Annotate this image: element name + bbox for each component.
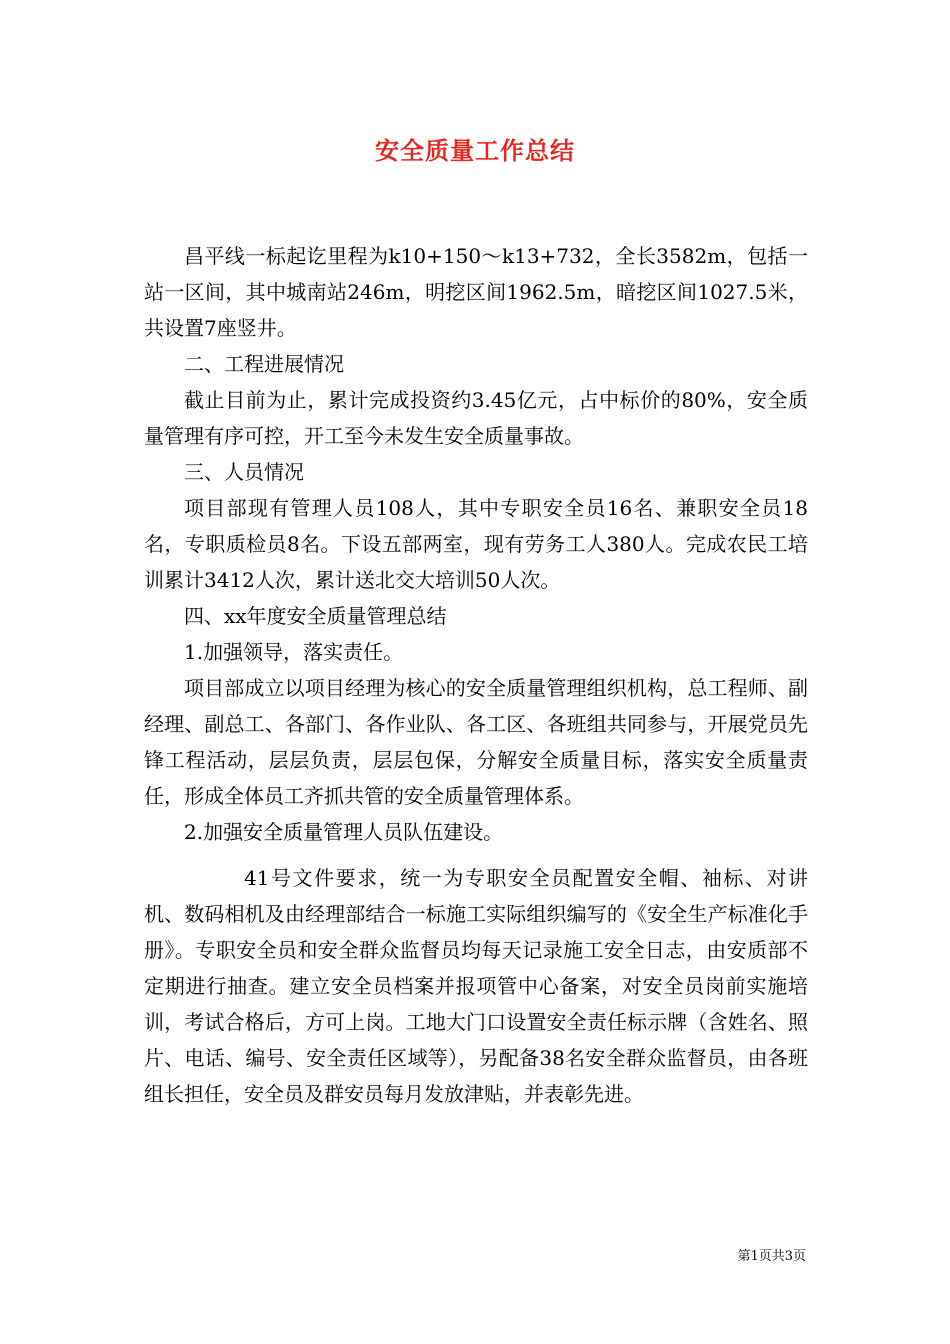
document-body bbox=[144, 238, 808, 1112]
heading-personnel: 三、人员情况 bbox=[184, 460, 304, 484]
subheading-team-building: 2.加强安全质量管理人员队伍建设。 bbox=[184, 820, 504, 844]
document-title: 安全质量工作总结 bbox=[375, 136, 575, 165]
paragraph-team-building: 41号文件要求，统一为专职安全员配置安全帽、袖标、对讲机、数码相机及由经理部结合一标施工实际组织编写的《安全生产标准化手册》。专职安全员和安全群众监督员均每天记录施工安全日志，由安质部不定期进行抽查。建立安全员档案并报项管中心备案，对安全员岗前实施培训，考试合格后，方可上岗。工地大门口设置安全责任标示牌（含姓名、照片、电话、编号、安全责任区域等），另配备38名安全群众监督员，由各班组长担任，安全员及群安员每月发放津贴，并表彰先进。 bbox=[144, 866, 808, 1106]
page-number: 第1页共3页 bbox=[737, 1249, 806, 1264]
heading-progress: 二、工程进展情况 bbox=[184, 352, 344, 376]
paragraph-progress: 截止目前为止，累计完成投资约3.45亿元，占中标价的80%，安全质量管理有序可控，开工至今未发生安全质量事故。 bbox=[144, 388, 808, 448]
subheading-leadership: 1.加强领导，落实责任。 bbox=[184, 640, 404, 664]
heading-annual-summary: 四、xx年度安全质量管理总结 bbox=[184, 604, 447, 628]
paragraph-project-overview: 昌平线一标起讫里程为k10+150～k13+732，全长3582m，包括一站一区间，其中城南站246m，明挖区间1962.5m，暗挖区间1027.5米，共设置7座竖井。 bbox=[144, 244, 808, 340]
paragraph-leadership: 项目部成立以项目经理为核心的安全质量管理组织机构，总工程师、副经理、副总工、各部门、各作业队、各工区、各班组共同参与，开展党员先锋工程活动，层层负责，层层包保，分解安全质量目标，落实安全质量责任，形成全体员工齐抓共管的安全质量管理体系。 bbox=[144, 676, 808, 808]
paragraph-personnel: 项目部现有管理人员108人，其中专职安全员16名、兼职安全员18名，专职质检员8名。下设五部两室，现有劳务工人380人。完成农民工培训累计3412人次，累计送北交大培训50人次。 bbox=[144, 496, 808, 592]
